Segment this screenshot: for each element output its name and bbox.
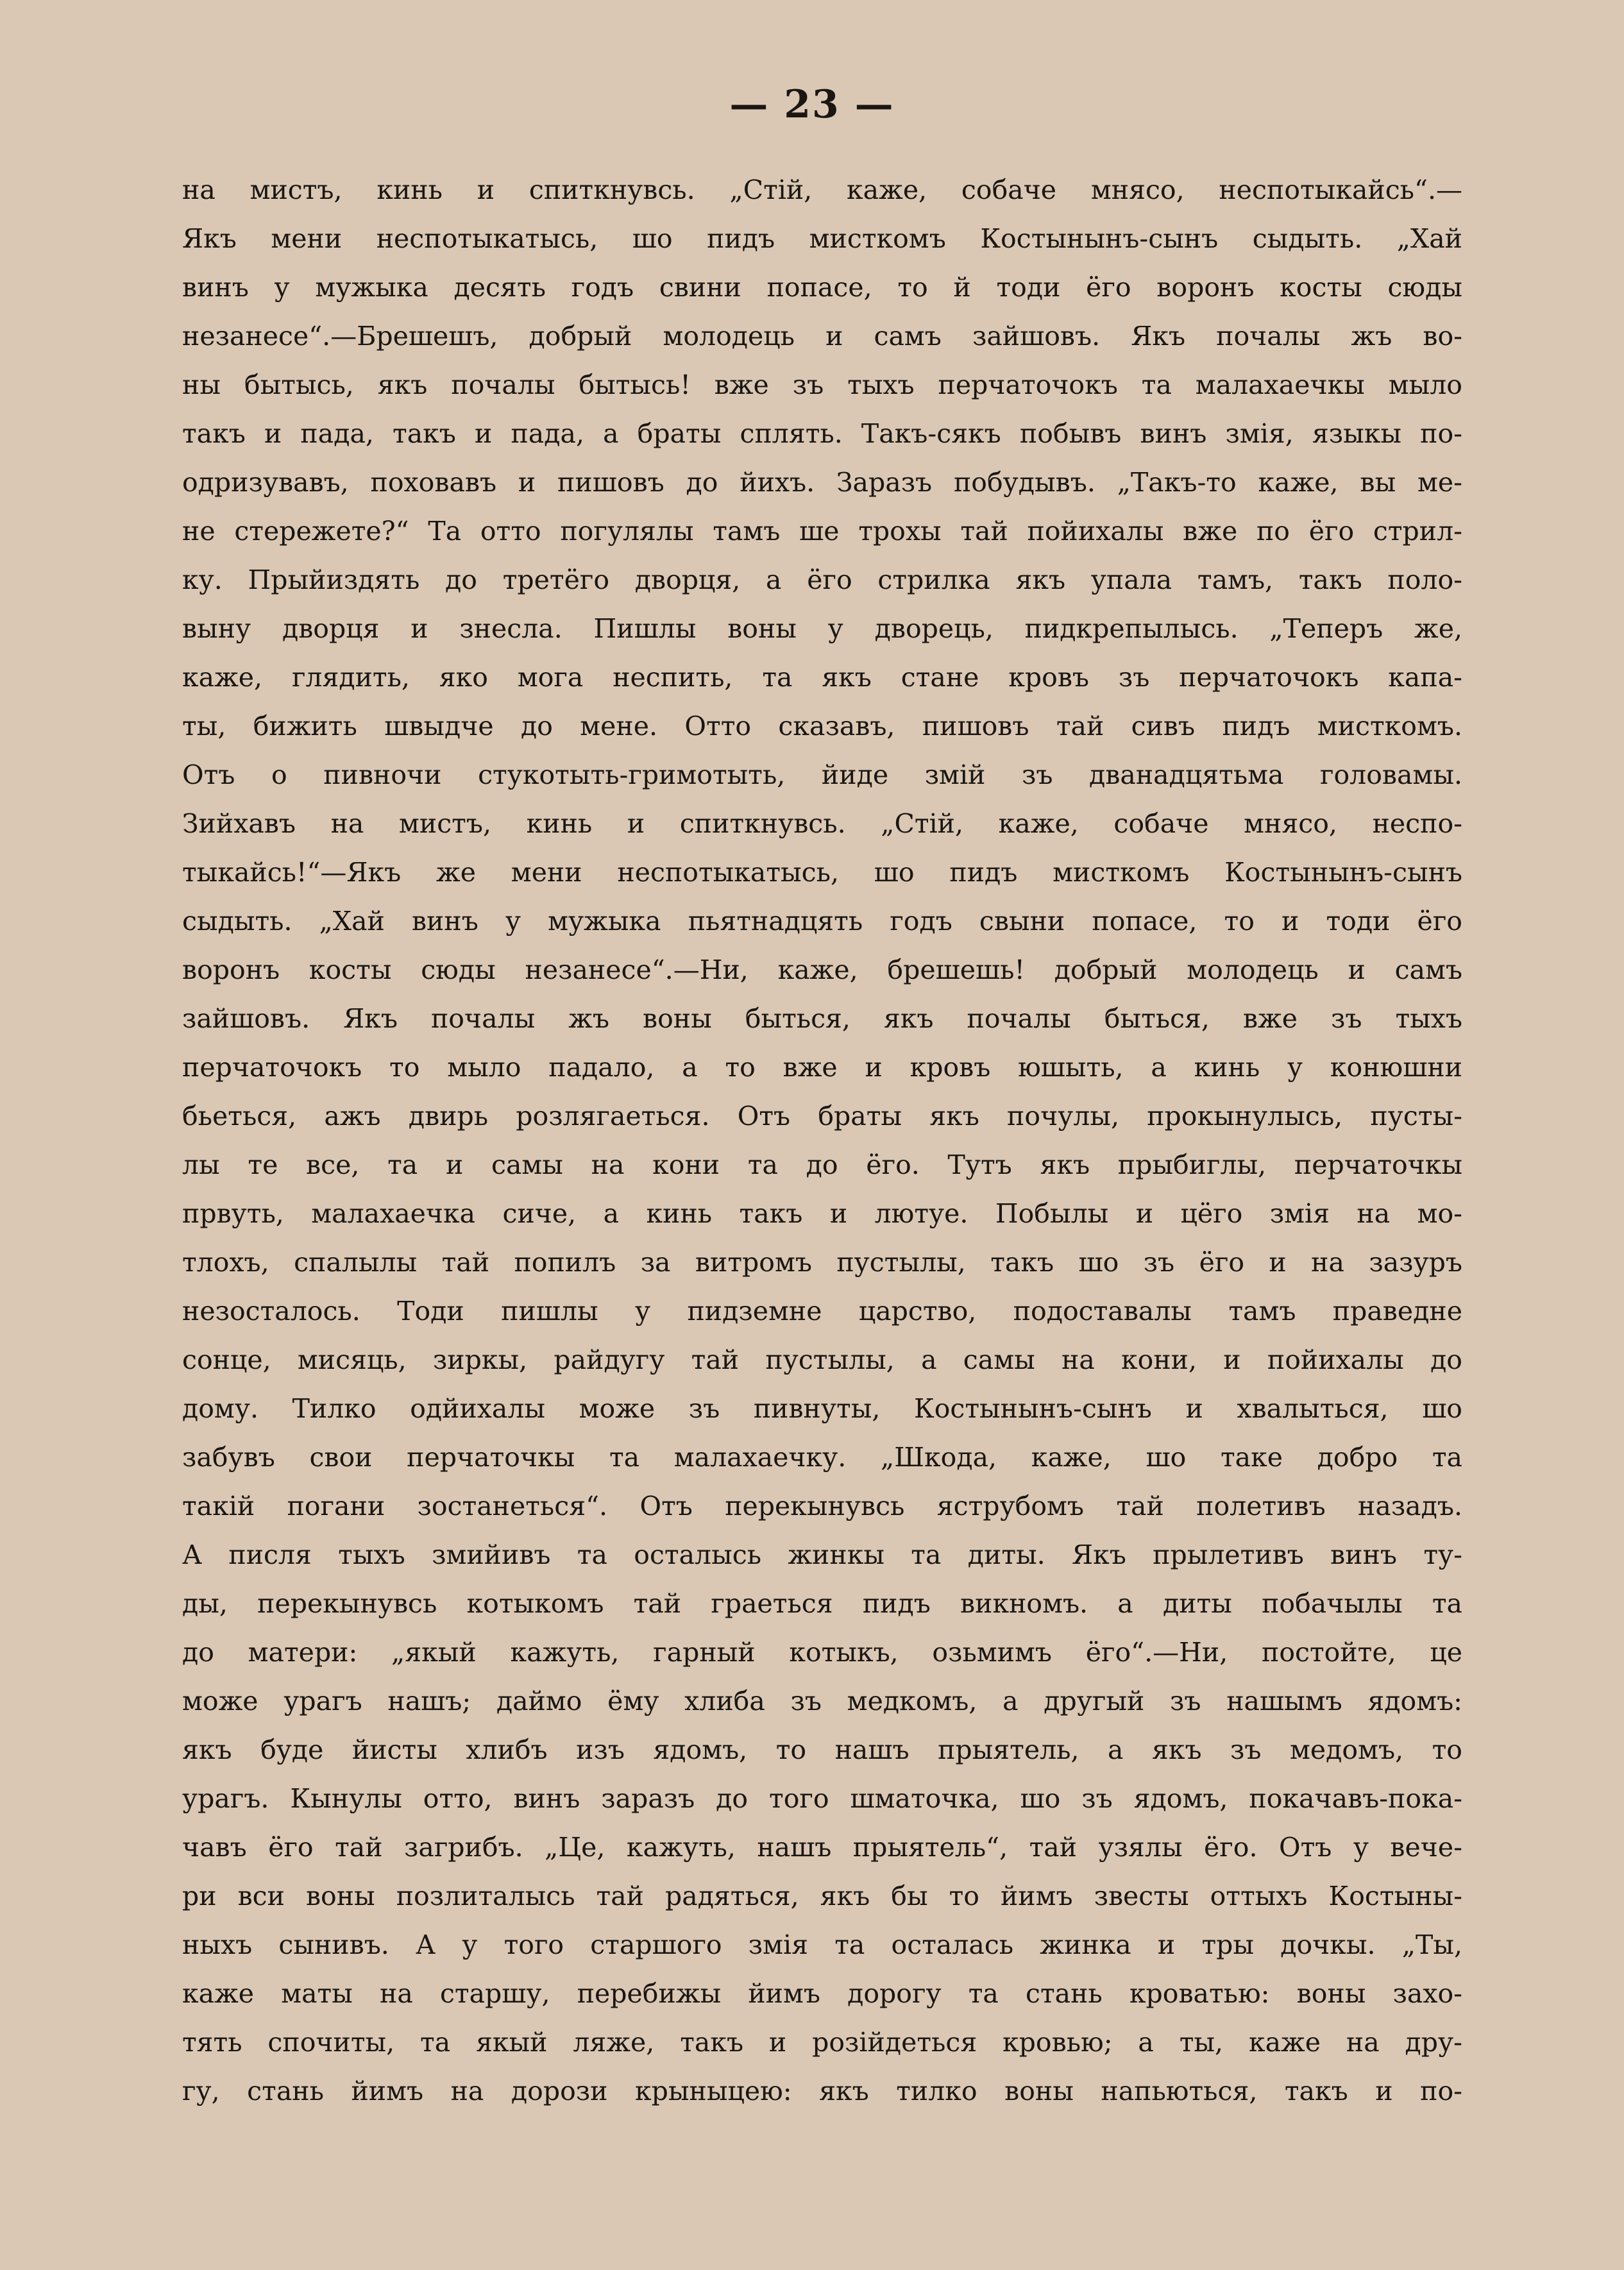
text-line: выну дворця и знесла. Пишлы воны у дворець, пидкрепылысь. „Теперъ же, (182, 613, 1462, 644)
text-line: бьеться, ажъ двирь розлягаеться. Отъ браты якъ почулы, прокынулысь, пусты- (182, 1101, 1462, 1131)
text-line: ку. Прыйиздять до третёго дворця, а ёго стрилка якъ упала тамъ, такъ поло- (182, 564, 1462, 595)
body-text (182, 165, 1462, 2115)
text-line: сонце, мисяць, зиркы, райдугу тай пустылы, а самы на кони, и пойихалы до (182, 1344, 1462, 1375)
text-line: урагъ. Кынулы отто, винъ заразъ до того шматочка, шо зъ ядомъ, покачавъ-пока- (182, 1783, 1462, 1814)
text-line: тыкайсь!“—Якъ же мени неспотыкатысь, шо пидъ мисткомъ Костынынъ-сынъ (182, 857, 1462, 888)
text-line: винъ у мужыка десять годъ свини попасе, то й тоди ёго воронъ косты сюды (182, 272, 1462, 303)
text-line: до матери: „якый кажуть, гарный котыкъ, озьмимъ ёго“.—Ни, постойте, це (182, 1637, 1462, 1668)
text-line: Отъ о пивночи стукотыть-гримотыть, йиде змій зъ дванадцятьма головамы. (182, 759, 1462, 790)
text-line: незанесе“.—Брешешъ, добрый молодець и самъ зайшовъ. Якъ почалы жъ во- (182, 321, 1462, 352)
text-line: А писля тыхъ змийивъ та осталысь жинкы та диты. Якъ прылетивъ винъ ту- (182, 1539, 1462, 1570)
text-line: на мистъ, кинь и спиткнувсь. „Стій, каже, собаче мнясо, неспотыкайсь“.— (182, 174, 1462, 205)
text-line: ты, бижить швыдче до мене. Отто сказавъ, пишовъ тай сивъ пидъ мисткомъ. (182, 711, 1462, 741)
text-line: гу, стань йимъ на дорози крыныцею: якъ тилко воны напьються, такъ и по- (182, 2076, 1462, 2106)
text-line: тлохъ, спалылы тай попилъ за витромъ пустылы, такъ шо зъ ёго и на зазуръ (182, 1247, 1462, 1278)
text-line: ны бытысь, якъ почалы бытысь! вже зъ тыхъ перчаточокъ та малахаечкы мыло (182, 369, 1462, 400)
text-line: не стережете?“ Та отто погулялы тамъ ше трохы тай пойихалы вже по ёго стрил- (182, 516, 1462, 546)
text-line: ри вси воны позлиталысь тай радяться, якъ бы то йимъ звесты оттыхъ Костыны- (182, 1881, 1462, 1911)
text-line: ныхъ сынивъ. А у того старшого змія та осталась жинка и тры дочкы. „Ты, (182, 1929, 1462, 1960)
text-line: каже, глядить, яко мога неспить, та якъ стане кровъ зъ перчаточокъ капа- (182, 662, 1462, 693)
text-line: Зийхавъ на мистъ, кинь и спиткнувсь. „Стій, каже, собаче мнясо, неспо- (182, 808, 1462, 839)
text-line: каже маты на старшу, перебижы йимъ дорогу та стань кроватью: воны захо- (182, 1978, 1462, 2009)
text-line: якъ буде йисты хлибъ изъ ядомъ, то нашъ прыятель, а якъ зъ медомъ, то (182, 1734, 1462, 1765)
text-line: перчаточокъ то мыло падало, а то вже и кровъ юшыть, а кинь у конюшни (182, 1052, 1462, 1083)
text-line: Якъ мени неспотыкатысь, шо пидъ мисткомъ Костынынъ-сынъ сыдыть. „Хай (182, 223, 1462, 254)
text-line: воронъ косты сюды незанесе“.—Ни, каже, брешешь! добрый молодець и самъ (182, 954, 1462, 985)
text-line: тять спочиты, та якый ляже, такъ и розійдеться кровью; а ты, каже на дру- (182, 2027, 1462, 2058)
text-line: забувъ свои перчаточкы та малахаечку. „Шкода, каже, шо таке добро та (182, 1442, 1462, 1473)
text-line: зайшовъ. Якъ почалы жъ воны быться, якъ почалы быться, вже зъ тыхъ (182, 1003, 1462, 1034)
text-line: дому. Тилко одйихалы може зъ пивнуты, Костынынъ-сынъ и хвалыться, шо (182, 1393, 1462, 1424)
text-line: првуть, малахаечка сиче, а кинь такъ и лютуе. Побылы и цёго змія на мо- (182, 1198, 1462, 1229)
text-line: такій погани зостанеться“. Отъ перекынувсь яструбомъ тай полетивъ назадъ. (182, 1491, 1462, 1521)
text-line: може урагъ нашъ; даймо ёму хлиба зъ медкомъ, а другый зъ нашымъ ядомъ: (182, 1686, 1462, 1716)
page-number: — 23 — (729, 82, 895, 127)
text-line: незосталось. Тоди пишлы у пидземне царство, подоставалы тамъ праведне (182, 1296, 1462, 1326)
text-line: такъ и пада, такъ и пада, а браты сплять. Такъ-сякъ побывъ винъ змія, языкы по- (182, 418, 1462, 449)
text-line: ды, перекынувсь котыкомъ тай граеться пидъ викномъ. а диты побачылы та (182, 1588, 1462, 1619)
text-line: лы те все, та и самы на кони та до ёго. Тутъ якъ прыбиглы, перчаточкы (182, 1149, 1462, 1180)
text-line: одризувавъ, поховавъ и пишовъ до йихъ. Заразъ побудывъ. „Такъ-то каже, вы ме- (182, 467, 1462, 498)
text-line: сыдыть. „Хай винъ у мужыка пьятнадцять годъ свыни попасе, то и тоди ёго (182, 906, 1462, 936)
text-line: чавъ ёго тай загрибъ. „Це, кажуть, нашъ прыятель“, тай узялы ёго. Отъ у вече- (182, 1832, 1462, 1863)
